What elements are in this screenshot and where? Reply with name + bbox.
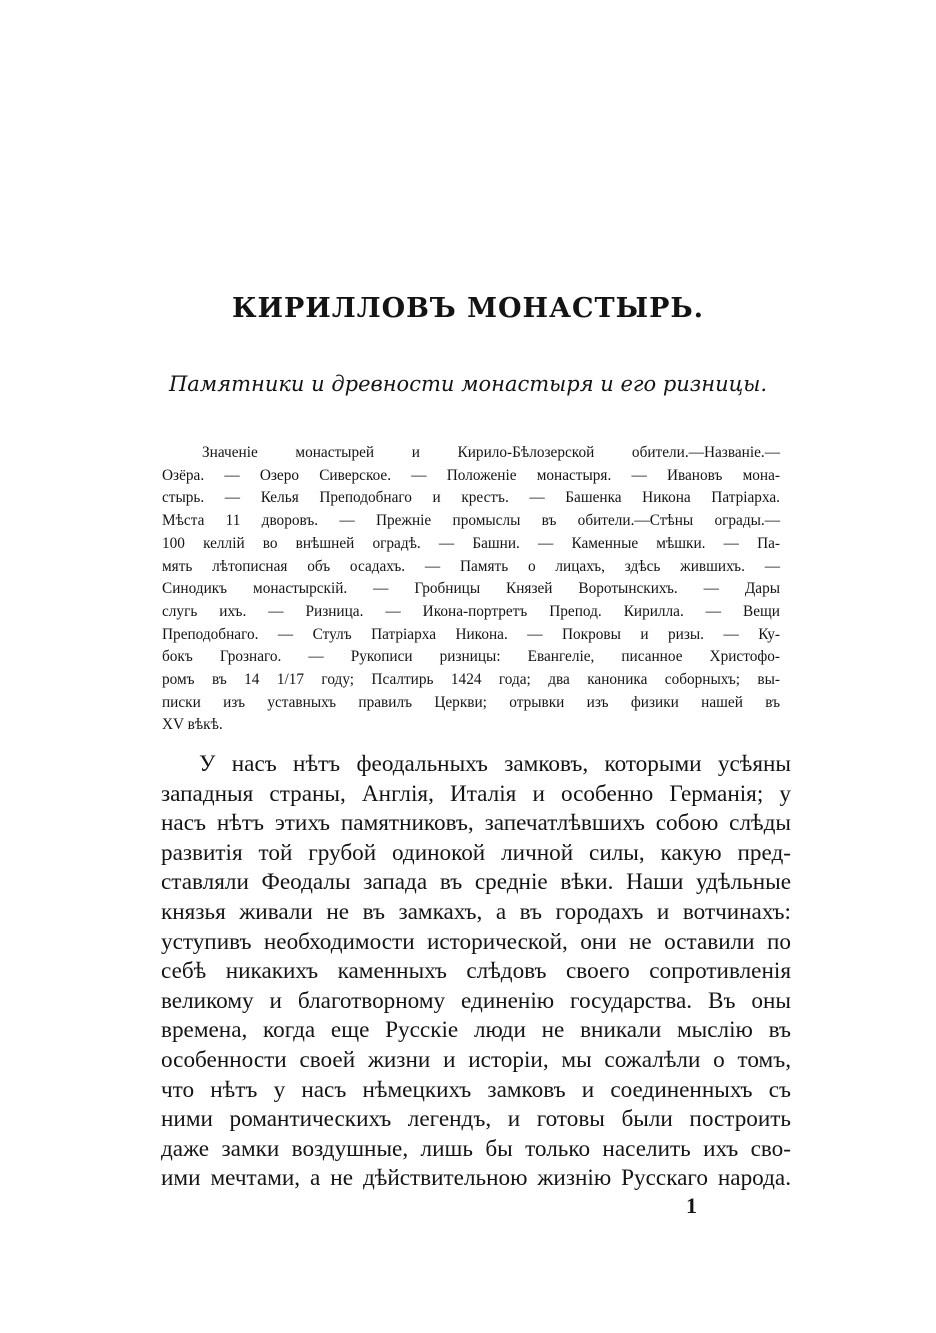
body-line: ставляли Феодалы запада въ среднiе вѣки. Наши удѣльные bbox=[161, 869, 791, 896]
body-line: ими мечтами, а не дѣйствительною жизнiю Русскаго народа. bbox=[161, 1165, 791, 1192]
summary-line: Мѣста 11 дворовъ. — Прежнiе промыслы въ обители.—Стѣны ограды.— bbox=[162, 512, 780, 530]
summary-line: Синодикъ монастырскiй. — Гробницы Князей Воротынскихъ. — Дары bbox=[162, 580, 780, 598]
chapter-title: КИРИЛЛОВЪ МОНАСТЫРЬ. bbox=[231, 293, 705, 324]
summary-line: Значенiе монастырей и Кирило-Бѣлозерской обители.—Названiе.— bbox=[202, 444, 780, 461]
summary-line: ромъ въ 14 1/17 году; Псалтирь 1424 года; два каноника соборныхъ; вы- bbox=[162, 671, 780, 689]
summary-line: слугь ихъ. — Ризница. — Икона-портретъ Препод. Кирилла. — Вещи bbox=[162, 602, 780, 620]
summary-line: XV вѣкѣ. bbox=[162, 716, 223, 734]
summary-line: Озёра. — Озеро Сиверское. — Положенiе монастыря. — Ивановъ мона- bbox=[162, 466, 780, 484]
body-line: западныя страны, Англiя, Италiя и особенно Германiя; у bbox=[161, 780, 791, 807]
body-line: князья живали не въ замкахъ, а въ городахъ и вотчинахъ: bbox=[161, 898, 791, 925]
summary-line: бокъ Грознаго. — Рукописи ризницы: Евангелiе, писанное Христофо- bbox=[162, 648, 780, 666]
body-line: что нѣтъ у насъ нѣмецкихъ замковъ и соединенныхъ съ bbox=[161, 1076, 791, 1103]
summary-line: Преподобнаго. — Стулъ Патрiарха Никона. — Покровы и ризы. — Ку- bbox=[162, 625, 780, 643]
summary-line: стырь. — Келья Преподобнаго и крестъ. — Башенка Никона Патрiарха. bbox=[162, 489, 780, 507]
summary-line: писки изъ уставныхъ правилъ Церкви; отрывки изъ физики нашей въ bbox=[162, 693, 780, 711]
body-line: себѣ никакихъ каменныхъ слѣдовъ своего сопротивленiя bbox=[161, 958, 791, 985]
page-number: 1 bbox=[686, 1193, 697, 1218]
body-line: даже замки воздушные, лишь бы только населить ихъ сво- bbox=[161, 1135, 791, 1162]
body-line: времена, когда еще Русскiе люди не вникали мыслiю въ bbox=[161, 1017, 791, 1044]
summary-line: мять лѣтописная объ осадахъ. — Память о лицахъ, здѣсь жившихъ. — bbox=[162, 557, 780, 575]
body-line: ними романтическихъ легендъ, и готовы были построить bbox=[161, 1106, 791, 1133]
body-line: У насъ нѣтъ феодальныхъ замковъ, которыми усѣяны bbox=[199, 751, 791, 777]
chapter-subtitle: Памятники и древности монастыря и его ризницы. bbox=[168, 372, 768, 396]
summary-line: 100 келлiй во внѣшней оградѣ. — Башни. — Каменные мѣшки. — Па- bbox=[162, 534, 780, 552]
body-text bbox=[161, 750, 791, 1194]
chapter-summary bbox=[162, 442, 780, 737]
body-line: великому и благотворному единенiю государства. Въ оны bbox=[161, 987, 791, 1014]
body-line: уступивъ необходимости исторической, они не оставили по bbox=[161, 928, 791, 955]
body-line: особенности своей жизни и исторiи, мы сожалѣли о томъ, bbox=[161, 1046, 791, 1073]
body-line: развитiя той грубой одинокой личной силы, какую пред- bbox=[161, 839, 791, 866]
body-line: насъ нѣтъ этихъ памятниковъ, запечатлѣвшихъ собою слѣды bbox=[161, 810, 791, 837]
